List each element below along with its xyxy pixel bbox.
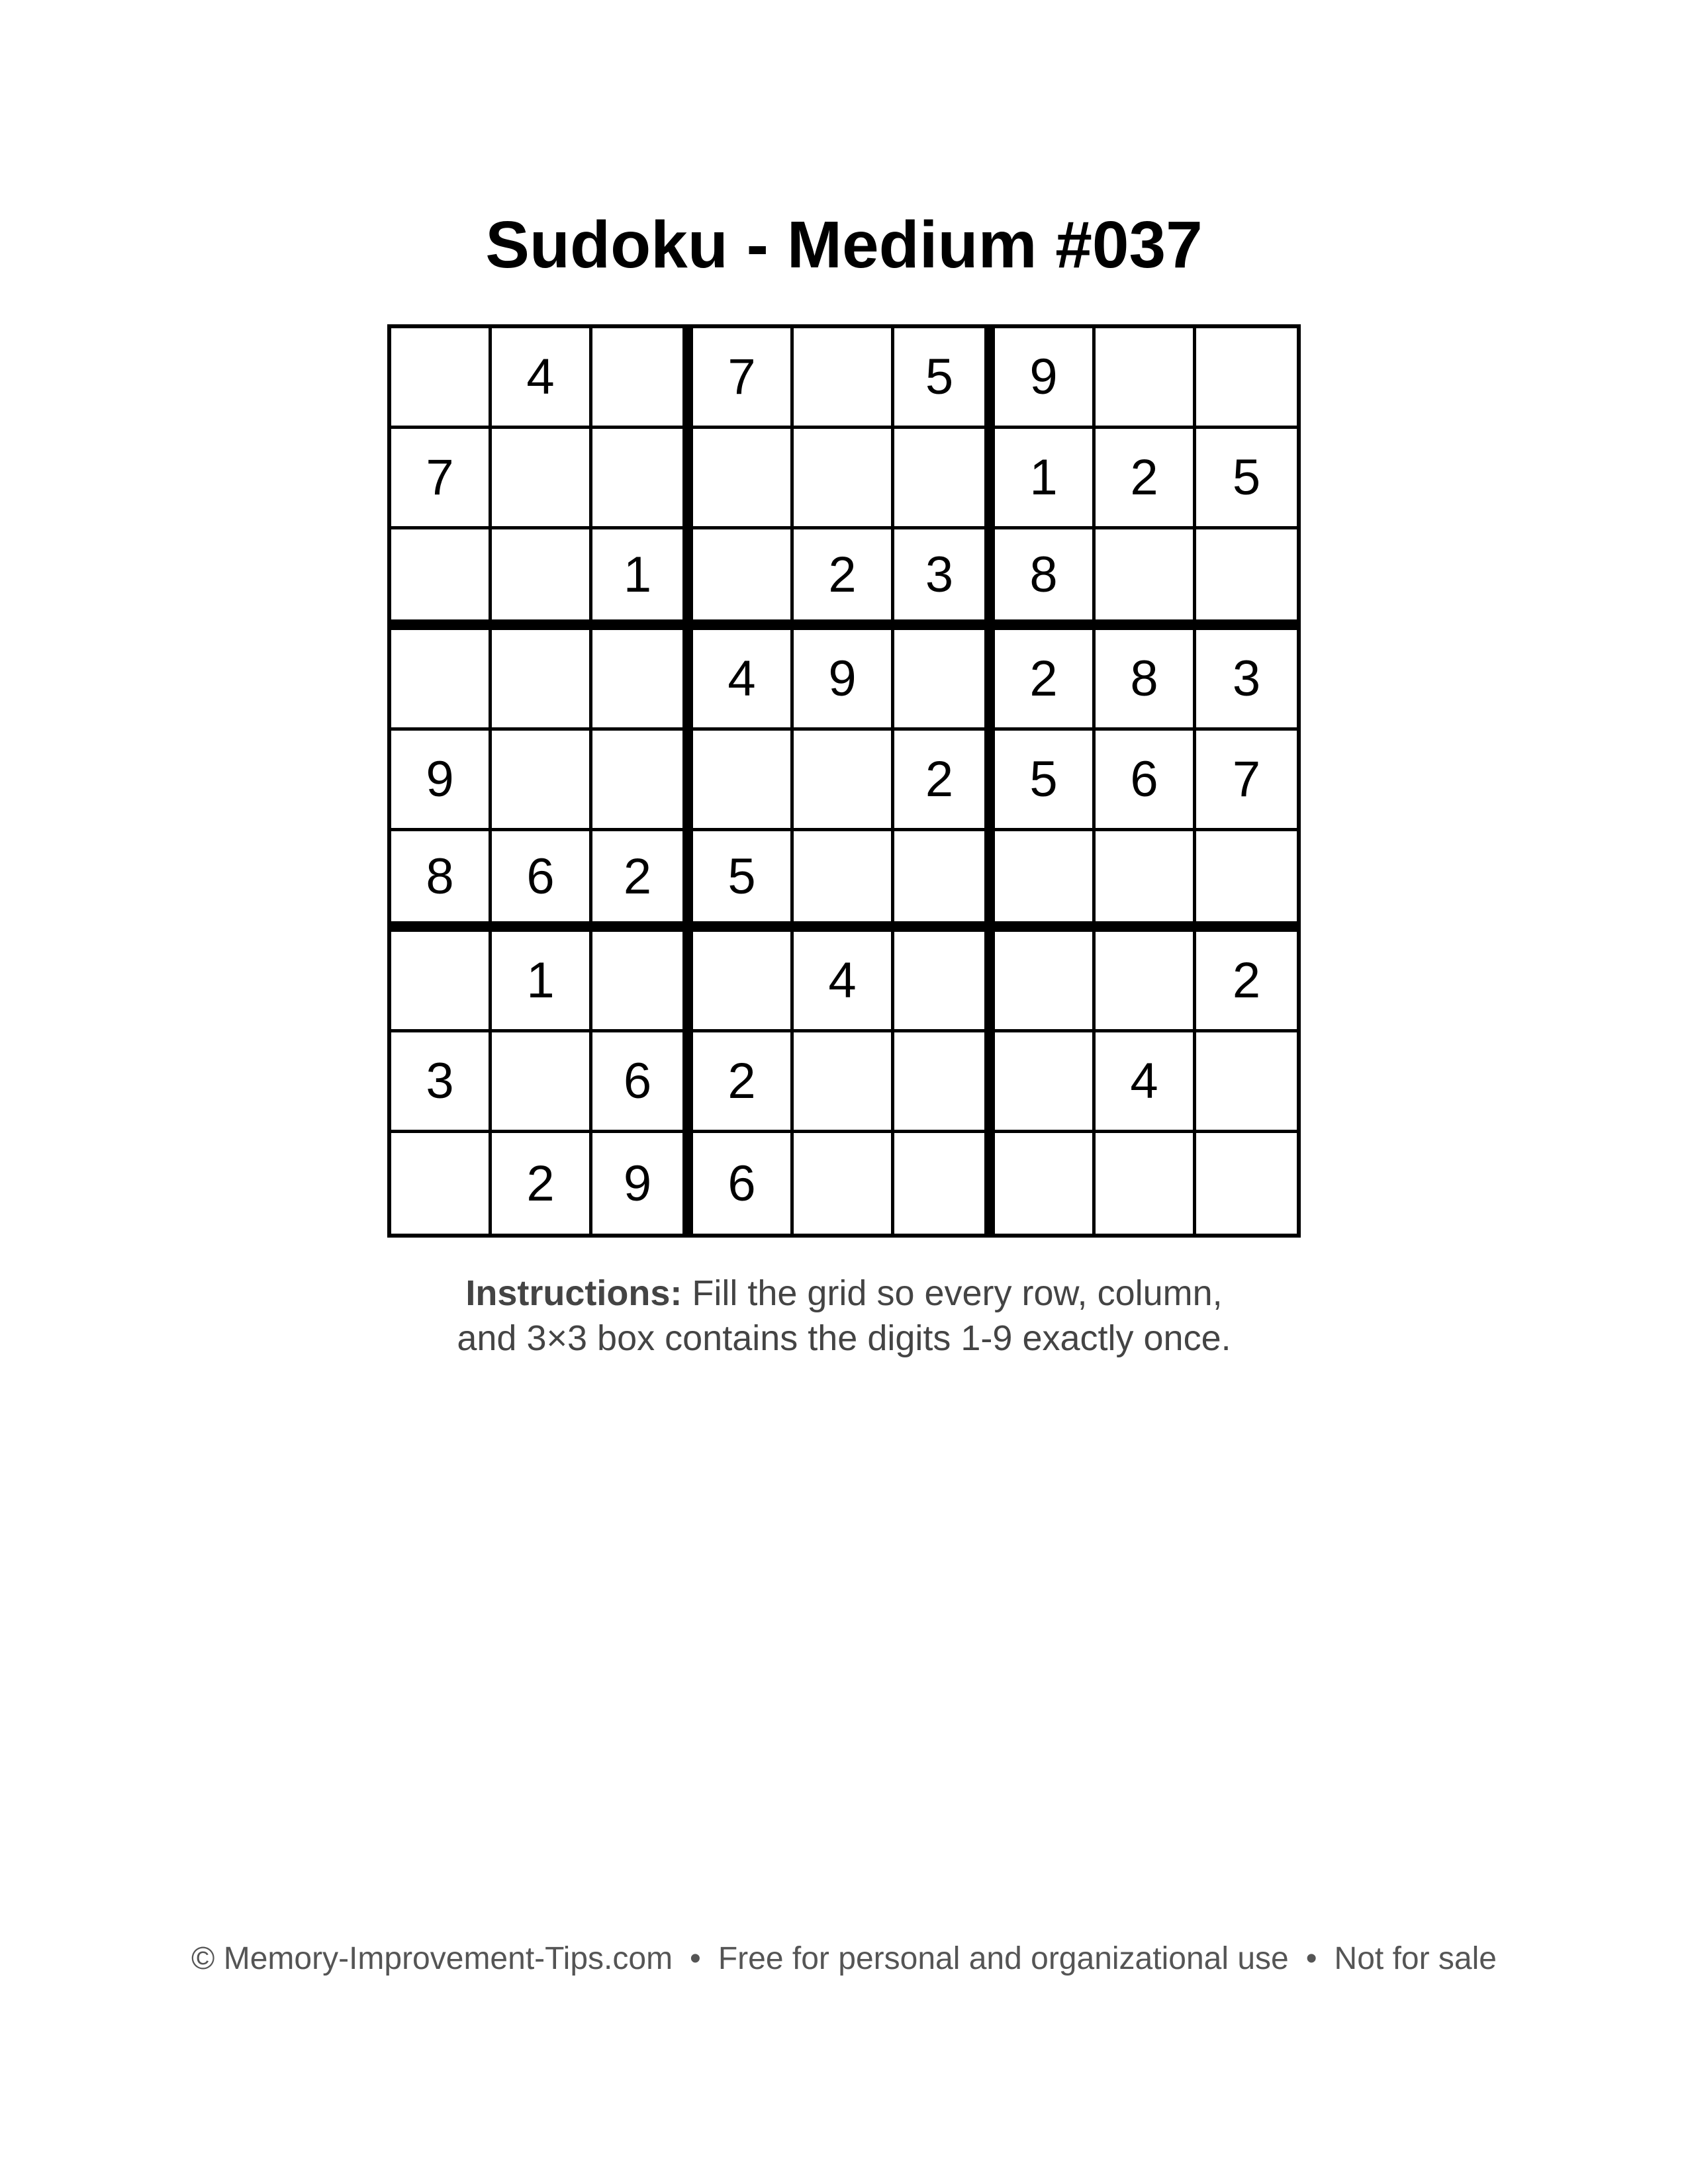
sudoku-cell-empty[interactable] xyxy=(1196,328,1297,429)
sudoku-cell-empty[interactable] xyxy=(995,1032,1096,1133)
sudoku-cell-given: 3 xyxy=(391,1032,492,1133)
sudoku-cell-given: 8 xyxy=(995,529,1096,630)
sudoku-cell-empty[interactable] xyxy=(592,328,693,429)
sudoku-cell-empty[interactable] xyxy=(894,1032,995,1133)
sudoku-cell-empty[interactable] xyxy=(391,1133,492,1234)
sudoku-cell-empty[interactable] xyxy=(894,429,995,529)
sudoku-cell-empty[interactable] xyxy=(794,1032,894,1133)
sudoku-cell-empty[interactable] xyxy=(693,932,794,1032)
footer-separator: • xyxy=(1305,1941,1317,1976)
sudoku-cell-given: 9 xyxy=(592,1133,693,1234)
sudoku-cell-empty[interactable] xyxy=(794,429,894,529)
sudoku-cell-given: 2 xyxy=(995,630,1096,731)
sudoku-grid xyxy=(387,324,1301,1238)
sudoku-cell-empty[interactable] xyxy=(1096,529,1196,630)
sudoku-cell-given: 4 xyxy=(492,328,592,429)
sudoku-cell-empty[interactable] xyxy=(794,328,894,429)
footer-sale: Not for sale xyxy=(1334,1941,1497,1976)
sudoku-cell-given: 6 xyxy=(693,1133,794,1234)
sudoku-cell-given: 2 xyxy=(1196,932,1297,1032)
sudoku-cell-empty[interactable] xyxy=(693,529,794,630)
sudoku-cell-given: 2 xyxy=(693,1032,794,1133)
sudoku-cell-empty[interactable] xyxy=(794,831,894,932)
sudoku-cell-given: 2 xyxy=(1096,429,1196,529)
sudoku-cell-empty[interactable] xyxy=(592,630,693,731)
sudoku-cell-empty[interactable] xyxy=(1096,328,1196,429)
sudoku-cell-given: 6 xyxy=(492,831,592,932)
sudoku-cell-empty[interactable] xyxy=(1096,1133,1196,1234)
sudoku-cell-given: 5 xyxy=(1196,429,1297,529)
instructions-text-2: and 3×3 box contains the digits 1-9 exactly once. xyxy=(457,1318,1231,1358)
sudoku-cell-empty[interactable] xyxy=(894,1133,995,1234)
sudoku-cell-empty[interactable] xyxy=(391,932,492,1032)
sudoku-cell-empty[interactable] xyxy=(1096,932,1196,1032)
sudoku-cell-empty[interactable] xyxy=(492,429,592,529)
sudoku-cell-empty[interactable] xyxy=(995,831,1096,932)
sudoku-cell-empty[interactable] xyxy=(794,731,894,831)
sudoku-cell-given: 7 xyxy=(1196,731,1297,831)
sudoku-cell-empty[interactable] xyxy=(794,1133,894,1234)
sudoku-cell-empty[interactable] xyxy=(1196,1133,1297,1234)
sudoku-cell-given: 7 xyxy=(693,328,794,429)
sudoku-cell-empty[interactable] xyxy=(492,1032,592,1133)
sudoku-cell-empty[interactable] xyxy=(995,932,1096,1032)
sudoku-cell-empty[interactable] xyxy=(693,429,794,529)
sudoku-cell-empty[interactable] xyxy=(894,630,995,731)
sudoku-cell-given: 1 xyxy=(995,429,1096,529)
sudoku-cell-empty[interactable] xyxy=(1196,529,1297,630)
sudoku-cell-given: 1 xyxy=(492,932,592,1032)
sudoku-cell-given: 9 xyxy=(391,731,492,831)
instructions-line-1 xyxy=(0,1271,1688,1316)
sudoku-cell-empty[interactable] xyxy=(592,429,693,529)
footer-usage: Free for personal and organizational use xyxy=(718,1941,1289,1976)
sudoku-cell-empty[interactable] xyxy=(1196,831,1297,932)
sudoku-cell-empty[interactable] xyxy=(492,630,592,731)
sudoku-cell-given: 4 xyxy=(693,630,794,731)
sudoku-cell-empty[interactable] xyxy=(995,1133,1096,1234)
sudoku-cell-given: 5 xyxy=(995,731,1096,831)
sudoku-cell-given: 2 xyxy=(592,831,693,932)
sudoku-cell-given: 8 xyxy=(1096,630,1196,731)
sudoku-cell-given: 9 xyxy=(995,328,1096,429)
sudoku-cell-empty[interactable] xyxy=(391,529,492,630)
sudoku-cell-empty[interactable] xyxy=(492,731,592,831)
sudoku-cell-given: 4 xyxy=(1096,1032,1196,1133)
sudoku-cell-empty[interactable] xyxy=(693,731,794,831)
sudoku-cell-empty[interactable] xyxy=(1096,831,1196,932)
sudoku-cell-given: 2 xyxy=(492,1133,592,1234)
sudoku-cell-given: 6 xyxy=(592,1032,693,1133)
sudoku-cell-empty[interactable] xyxy=(592,932,693,1032)
page-title: Sudoku - Medium #037 xyxy=(485,208,1203,282)
sudoku-cell-empty[interactable] xyxy=(391,328,492,429)
sudoku-cell-empty[interactable] xyxy=(894,932,995,1032)
footer-separator: • xyxy=(690,1941,701,1976)
sudoku-cell-empty[interactable] xyxy=(492,529,592,630)
sudoku-cell-given: 5 xyxy=(693,831,794,932)
sudoku-cell-given: 1 xyxy=(592,529,693,630)
sudoku-cell-given: 3 xyxy=(1196,630,1297,731)
sudoku-cell-empty[interactable] xyxy=(894,831,995,932)
sudoku-cell-given: 5 xyxy=(894,328,995,429)
sudoku-cell-empty[interactable] xyxy=(1196,1032,1297,1133)
instructions-text-1: Fill the grid so every row, column, xyxy=(682,1273,1223,1313)
sudoku-cell-given: 4 xyxy=(794,932,894,1032)
footer xyxy=(0,1939,1688,1979)
footer-copyright: © Memory-Improvement-Tips.com xyxy=(191,1941,673,1976)
instructions-label: Instructions: xyxy=(465,1273,682,1313)
sudoku-cell-given: 6 xyxy=(1096,731,1196,831)
sudoku-cell-given: 2 xyxy=(894,731,995,831)
sudoku-cell-empty[interactable] xyxy=(592,731,693,831)
instructions xyxy=(0,1271,1688,1361)
sudoku-cell-given: 3 xyxy=(894,529,995,630)
sudoku-cell-empty[interactable] xyxy=(391,630,492,731)
sudoku-cell-given: 7 xyxy=(391,429,492,529)
sudoku-cell-given: 9 xyxy=(794,630,894,731)
sudoku-cell-given: 2 xyxy=(794,529,894,630)
sudoku-cell-given: 8 xyxy=(391,831,492,932)
